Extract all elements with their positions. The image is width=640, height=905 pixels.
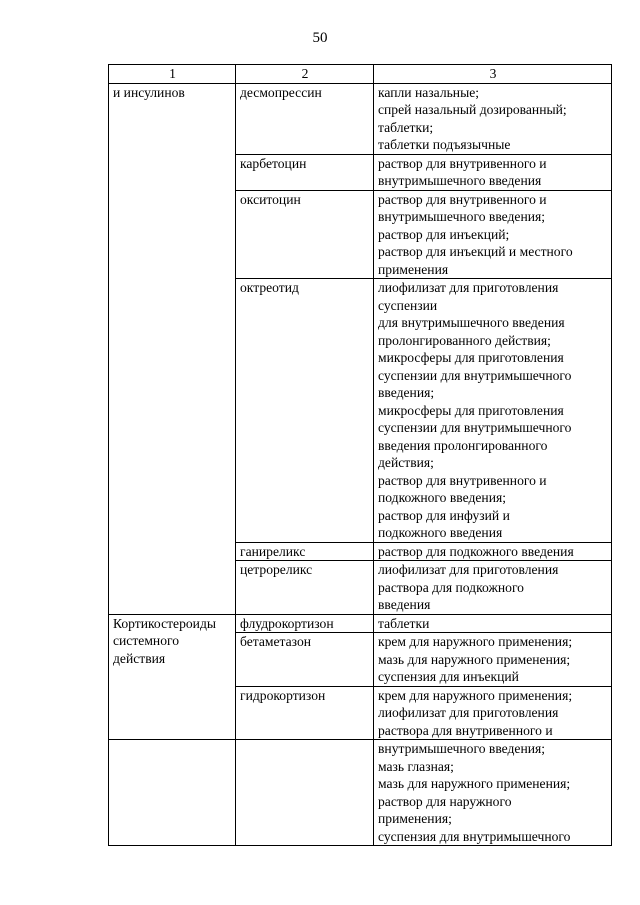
dosage-form-line: введения [378, 597, 431, 612]
drug-name-cell [236, 83, 374, 154]
drug-name: ганиреликс [240, 543, 306, 559]
dosage-forms-cell [374, 561, 612, 615]
drug-name-cell [236, 740, 374, 846]
group-line: системного [113, 633, 180, 648]
dosage-form-line: раствора для подкожного [378, 579, 524, 595]
drug-name-cell [236, 279, 374, 543]
table-row [109, 83, 612, 154]
dosage-form-line: раствор для внутривенного и [378, 472, 547, 488]
dosage-form-line: раствора для внутривенного и [378, 722, 553, 738]
dosage-form-line: раствор для инъекций и местного [378, 244, 573, 259]
table-row [109, 614, 612, 633]
dosage-form-line: раствор для внутривенного и [378, 155, 547, 171]
dosage-forms-cell [374, 154, 612, 190]
dosage-form-line: крем для наружного применения; [378, 687, 573, 703]
dosage-form-line: таблетки [378, 615, 430, 631]
dosage-form-line: раствор для подкожного введения [378, 543, 574, 559]
dosage-form-line: микросферы для приготовления [378, 350, 564, 365]
drug-name: карбетоцин [240, 155, 307, 171]
dosage-form-line: раствор для инъекций; [378, 226, 510, 242]
table-header-row [109, 65, 612, 84]
column-header: 3 [374, 65, 612, 84]
dosage-forms-cell [374, 686, 612, 740]
dosage-form-line: суспензия для инъекций [378, 669, 519, 684]
dosage-form-line: таблетки подъязычные [378, 137, 511, 152]
dosage-form-line: раствор для внутривенного и [378, 191, 547, 207]
dosage-form-line: внутримышечного введения [378, 173, 542, 188]
group-line: и инсулинов [113, 84, 185, 100]
dosage-form-line: пролонгированного действия; [378, 332, 551, 348]
drug-name-cell [236, 190, 374, 279]
drug-table [108, 64, 612, 846]
dosage-form-line: применения [378, 261, 449, 277]
dosage-form-line: раствор для инфузий и [378, 507, 510, 523]
group-cell [109, 83, 236, 614]
dosage-form-line: внутримышечного введения; [378, 209, 546, 224]
dosage-form-line: спрей назальный дозированный; [378, 102, 567, 117]
dosage-form-line: суспензии для внутримышечного [378, 367, 572, 383]
dosage-forms-cell [374, 740, 612, 846]
drug-name: гидрокортизон [240, 687, 326, 703]
dosage-form-line: суспензии для внутримышечного [378, 420, 572, 435]
drug-name-cell [236, 633, 374, 687]
drug-name: октреотид [240, 280, 299, 295]
dosage-form-line: применения; [378, 811, 452, 826]
drug-name: флудрокортизон [240, 615, 334, 631]
dosage-form-line: лиофилизат для приготовления [378, 705, 559, 720]
dosage-form-line: мазь глазная; [378, 758, 454, 774]
dosage-form-line: капли назальные; [378, 84, 480, 100]
dosage-form-line: внутримышечного введения; [378, 741, 546, 756]
drug-name-cell [236, 686, 374, 740]
dosage-forms-cell [374, 633, 612, 687]
dosage-form-line: таблетки; [378, 119, 434, 135]
dosage-form-line: суспензия для внутримышечного [378, 828, 571, 844]
column-header: 1 [109, 65, 236, 84]
dosage-form-line: мазь для наружного применения; [378, 776, 571, 791]
dosage-form-line: для внутримышечного введения [378, 315, 565, 330]
group-cell [109, 740, 236, 846]
dosage-form-line: микросферы для приготовления [378, 402, 564, 418]
drug-name-cell [236, 561, 374, 615]
dosage-forms-cell [374, 614, 612, 633]
dosage-form-line: крем для наружного применения; [378, 634, 573, 649]
drug-name: цетрореликс [240, 562, 313, 577]
group-line: действия [113, 650, 166, 666]
dosage-form-line: действия; [378, 455, 434, 470]
page-number: 50 [312, 30, 328, 46]
dosage-form-line: лиофилизат для приготовления [378, 562, 559, 577]
dosage-form-line: введения; [378, 385, 435, 400]
drug-name: десмопрессин [240, 84, 322, 100]
drug-name-cell [236, 542, 374, 561]
dosage-forms-cell [374, 279, 612, 543]
dosage-forms-cell [374, 542, 612, 561]
dosage-form-line: раствор для наружного [378, 793, 512, 809]
dosage-form-line: мазь для наружного применения; [378, 651, 571, 667]
drug-name-cell [236, 154, 374, 190]
dosage-form-line: лиофилизат для приготовления [378, 280, 559, 295]
dosage-form-line: введения пролонгированного [378, 437, 548, 453]
group-line: Кортикостероиды [113, 615, 216, 631]
dosage-form-line: подкожного введения; [378, 490, 507, 505]
dosage-forms-cell [374, 190, 612, 279]
dosage-form-line: суспензии [378, 297, 438, 313]
dosage-form-line: подкожного введения [378, 525, 503, 540]
column-header: 2 [236, 65, 374, 84]
drug-name-cell [236, 614, 374, 633]
group-cell [109, 614, 236, 740]
dosage-forms-cell [374, 83, 612, 154]
drug-name: бетаметазон [240, 634, 312, 649]
drug-name: окситоцин [240, 191, 301, 207]
table-row [109, 740, 612, 846]
